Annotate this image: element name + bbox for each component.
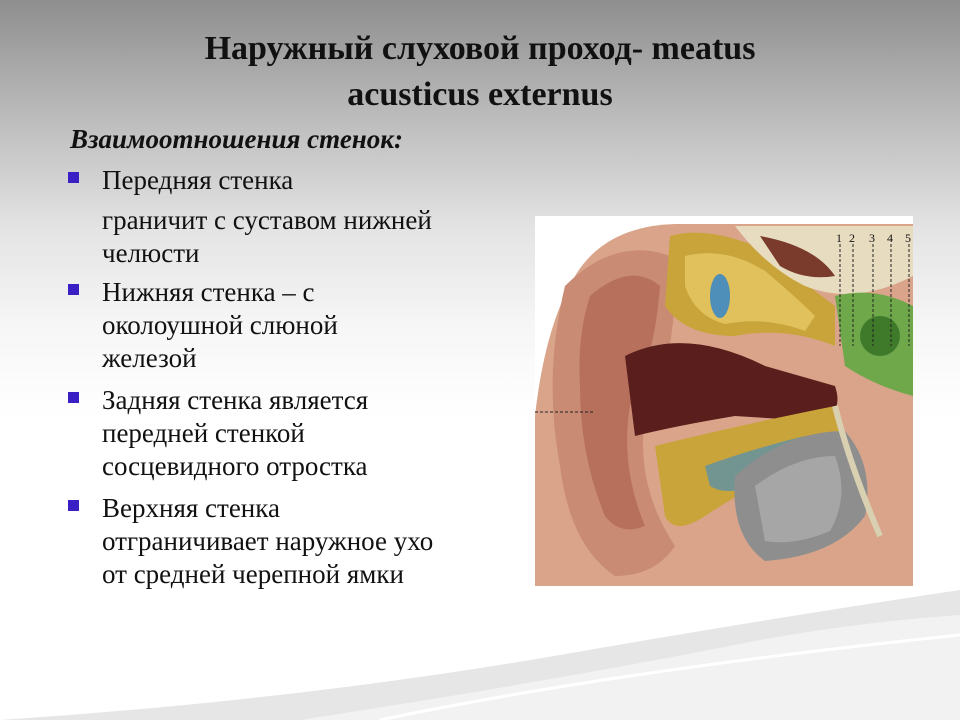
bullet-item-posterior bbox=[68, 384, 368, 483]
item-line: околоушной слюной bbox=[102, 310, 338, 340]
figure-label-3: 3 bbox=[869, 231, 875, 245]
figure-label-4: 4 bbox=[887, 231, 893, 245]
item-line: от средней черепной ямки bbox=[102, 559, 404, 589]
item-line: сосцевидного отростка bbox=[102, 451, 368, 481]
item-line: передней стенкой bbox=[102, 418, 305, 448]
figure-label-5: 5 bbox=[905, 231, 911, 245]
square-bullet-icon bbox=[68, 500, 79, 511]
item-line: железой bbox=[102, 343, 197, 373]
slide-title bbox=[60, 26, 900, 118]
subtitle: Взаимоотношения стенок: bbox=[70, 124, 403, 154]
title-line-1: Наружный слуховой проход- meatus bbox=[204, 30, 756, 67]
square-bullet-icon bbox=[68, 172, 79, 183]
figure-label-1: 1 bbox=[836, 231, 842, 245]
item-line: отграничивает наружное ухо bbox=[102, 526, 434, 556]
item-line: Верхняя стенка bbox=[102, 493, 280, 523]
text-item-anterior-detail bbox=[68, 204, 432, 270]
item-line: челюсти bbox=[102, 238, 200, 268]
item-line: Задняя стенка является bbox=[102, 385, 369, 415]
square-bullet-icon bbox=[68, 392, 79, 403]
ear-anatomy-illustration bbox=[535, 216, 913, 586]
square-bullet-icon bbox=[68, 284, 79, 295]
decorative-swoosh bbox=[0, 560, 960, 720]
item-line: Нижняя стенка – с bbox=[102, 277, 315, 307]
item-line: Передняя стенка bbox=[102, 165, 294, 195]
item-line: граничит с суставом нижней bbox=[102, 205, 432, 235]
bullet-item-anterior bbox=[68, 164, 293, 197]
bullet-item-inferior bbox=[68, 276, 338, 375]
title-line-2: acusticus externus bbox=[347, 76, 613, 113]
figure-label-2: 2 bbox=[849, 231, 855, 245]
